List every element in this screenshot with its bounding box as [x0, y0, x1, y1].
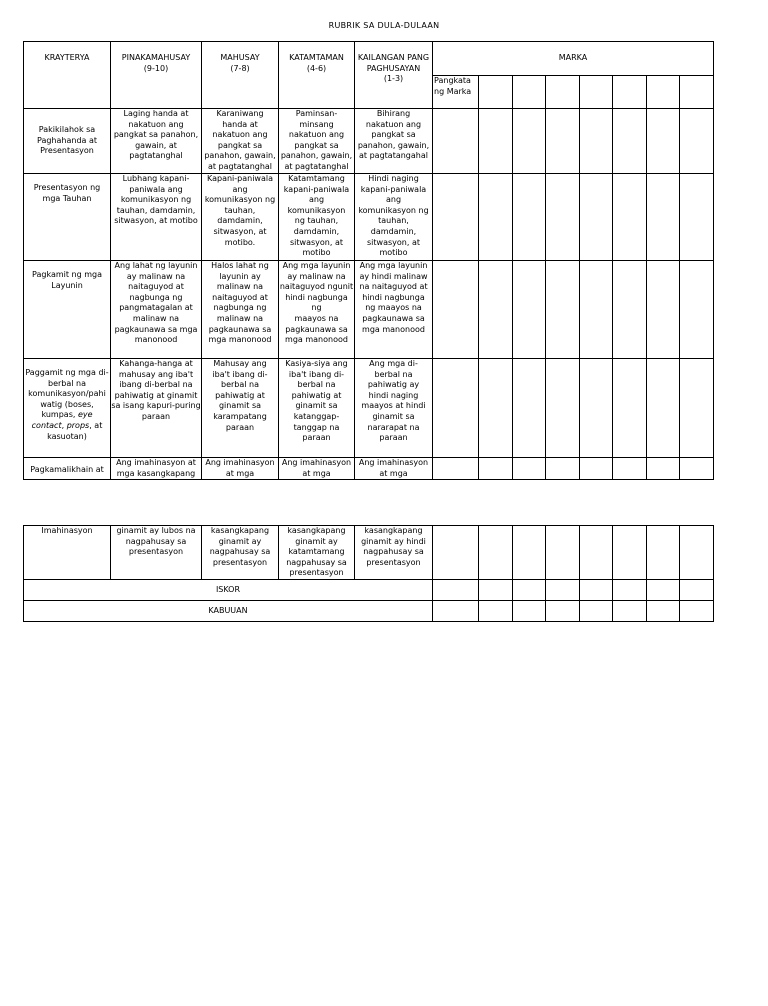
level-cell: kasangkapang ginamit ay nagpahusay sa presentasyon	[202, 526, 279, 580]
score-cell[interactable]	[647, 601, 680, 622]
level-cell: Ang imahinasyon at mga	[355, 458, 433, 480]
score-cell[interactable]	[613, 359, 647, 458]
level-cell: Karaniwang handa at nakatuon ang pangkat sa panahon, gawain, at pagtatanghal	[202, 109, 279, 174]
score-cell[interactable]	[513, 458, 546, 480]
score-cell[interactable]	[580, 261, 613, 359]
score-cell[interactable]	[580, 76, 613, 109]
level-cell: Hindi naging kapani-paniwala ang komunikasyon ng tauhan, damdamin, sitwasyon, at motibo	[355, 174, 433, 261]
score-cell[interactable]	[647, 526, 680, 580]
score-cell[interactable]	[513, 580, 546, 601]
header-katamtaman: KATAMTAMAN (4-6)	[279, 42, 355, 109]
score-cell[interactable]	[433, 174, 479, 261]
score-cell[interactable]	[580, 458, 613, 480]
level-cell: Kasiya-siya ang iba't ibang di- berbal na pahiwatig at ginamit sa katanggap- tanggap na paraan	[279, 359, 355, 458]
criterion-cell: Imahinasyon	[24, 526, 111, 580]
level-cell: Ang mga layunin ay malinaw na naitaguyod ngunit hindi nagbunga ng maayos na pagkaunawa sa mga manonood	[279, 261, 355, 359]
score-cell[interactable]	[433, 359, 479, 458]
score-cell[interactable]	[680, 359, 714, 458]
level-cell: Kahanga-hanga at mahusay ang iba't ibang di-berbal na pahiwatig at ginamit sa isang kapuri-puring paraan	[111, 359, 202, 458]
header-pinakamahusay: PINAKAMAHUSAY (9-10)	[111, 42, 202, 109]
score-cell[interactable]	[479, 458, 513, 480]
score-cell[interactable]	[680, 526, 714, 580]
score-cell[interactable]	[546, 601, 580, 622]
level-cell: Katamtamang kapani-paniwala ang komunikasyon ng tauhan, damdamin, sitwasyon, at motibo	[279, 174, 355, 261]
score-cell[interactable]	[613, 76, 647, 109]
score-cell[interactable]	[513, 109, 546, 174]
score-cell[interactable]	[647, 359, 680, 458]
score-cell[interactable]	[479, 76, 513, 109]
score-cell[interactable]	[680, 174, 714, 261]
level-cell: Mahusay ang iba't ibang di- berbal na pahiwatig at ginamit sa karampatang paraan	[202, 359, 279, 458]
kabuuan-row	[24, 601, 714, 622]
score-cell[interactable]	[513, 174, 546, 261]
score-cell[interactable]	[680, 109, 714, 174]
score-cell[interactable]	[479, 261, 513, 359]
level-cell: Laging handa at nakatuon ang pangkat sa panahon, gawain, at pagtatanghal	[111, 109, 202, 174]
score-cell[interactable]	[479, 526, 513, 580]
criterion-cell: Pakikilahok sa Paghahanda at Presentasyon	[24, 109, 111, 174]
score-cell[interactable]	[613, 580, 647, 601]
score-cell[interactable]	[546, 580, 580, 601]
header-krayterya: KRAYTERYA	[24, 42, 111, 109]
score-cell[interactable]	[580, 174, 613, 261]
score-cell[interactable]	[613, 526, 647, 580]
table-row	[24, 526, 714, 580]
criterion-cell: Presentasyon ng mga Tauhan	[24, 174, 111, 261]
score-cell[interactable]	[546, 458, 580, 480]
score-cell[interactable]	[546, 359, 580, 458]
level-cell: Lubhang kapani- paniwala ang komunikasyon ng tauhan, damdamin, sitwasyon, at motibo	[111, 174, 202, 261]
header-marka: MARKA	[433, 42, 714, 76]
score-cell[interactable]	[613, 261, 647, 359]
score-cell[interactable]	[613, 174, 647, 261]
table-row	[24, 174, 714, 261]
score-cell[interactable]	[680, 601, 714, 622]
level-cell: Paminsan-minsang nakatuon ang pangkat sa panahon, gawain, at pagtatanghal	[279, 109, 355, 174]
score-cell[interactable]	[613, 601, 647, 622]
score-cell[interactable]	[513, 601, 546, 622]
header-pangkat: Pangkata ng Marka	[433, 76, 479, 109]
level-cell: ginamit ay lubos na nagpahusay sa presentasyon	[111, 526, 202, 580]
rubric-table	[23, 41, 714, 480]
score-cell[interactable]	[513, 359, 546, 458]
score-cell[interactable]	[647, 261, 680, 359]
header-kailangan: KAILANGAN PANG PAGHUSAYAN (1-3)	[355, 42, 433, 109]
level-cell: Ang lahat ng layunin ay malinaw na naitaguyod at nagbunga ng pangmatagalan at malinaw na pagkaunawa sa mga manonood	[111, 261, 202, 359]
level-cell: Ang imahinasyon at mga	[279, 458, 355, 480]
table-row	[24, 261, 714, 359]
score-cell[interactable]	[546, 174, 580, 261]
score-cell[interactable]	[513, 76, 546, 109]
score-cell[interactable]	[479, 174, 513, 261]
score-cell[interactable]	[479, 109, 513, 174]
criterion-cell: Pagkamalikhain at	[24, 458, 111, 480]
iskor-row	[24, 580, 714, 601]
score-cell[interactable]	[433, 458, 479, 480]
score-cell[interactable]	[433, 601, 479, 622]
score-cell[interactable]	[647, 580, 680, 601]
score-cell[interactable]	[647, 458, 680, 480]
level-cell: Bihirang nakatuon ang pangkat sa panahon, gawain, at pagtatangahal	[355, 109, 433, 174]
score-cell[interactable]	[433, 580, 479, 601]
level-cell: Ang imahinasyon at mga kasangkapang	[111, 458, 202, 480]
score-cell[interactable]	[580, 359, 613, 458]
score-cell[interactable]	[680, 261, 714, 359]
table-row	[24, 359, 714, 458]
score-cell[interactable]	[580, 526, 613, 580]
level-cell: Ang mga di- berbal na pahiwatig ay hindi naging maayos at hindi ginamit sa nararapat na paraan	[355, 359, 433, 458]
page-title: RUBRIK SA DULA-DULAAN	[328, 21, 440, 30]
score-cell[interactable]	[513, 261, 546, 359]
score-cell[interactable]	[546, 261, 580, 359]
level-cell: Kapani-paniwala ang komunikasyon ng tauhan, damdamin, sitwasyon, at motibo.	[202, 174, 279, 261]
score-cell[interactable]	[546, 526, 580, 580]
score-cell[interactable]	[433, 109, 479, 174]
score-cell[interactable]	[479, 580, 513, 601]
score-cell[interactable]	[546, 76, 580, 109]
header-row	[24, 42, 714, 76]
criterion-cell: Paggamit ng mga di- berbal na komunikasyon/pahi watig (boses, kumpas, eye contact, props, at kasuotan)	[24, 359, 111, 458]
score-cell[interactable]	[433, 526, 479, 580]
table-row	[24, 458, 714, 480]
level-cell: kasangkapang ginamit ay katamtamang nagpahusay sa presentasyon	[279, 526, 355, 580]
score-cell[interactable]	[479, 601, 513, 622]
score-cell[interactable]	[580, 109, 613, 174]
rubric-table-continuation	[23, 525, 714, 622]
score-cell[interactable]	[647, 109, 680, 174]
score-cell[interactable]	[647, 76, 680, 109]
header-mahusay: MAHUSAY (7-8)	[202, 42, 279, 109]
score-cell[interactable]	[479, 359, 513, 458]
level-cell: Ang mga layunin ay hindi malinaw na naitaguyod at hindi nagbunga ng maayos na pagkaunawa sa mga manonood	[355, 261, 433, 359]
score-cell[interactable]	[680, 458, 714, 480]
score-cell[interactable]	[680, 580, 714, 601]
level-cell: Ang imahinasyon at mga	[202, 458, 279, 480]
table-row	[24, 109, 714, 174]
score-cell[interactable]	[647, 174, 680, 261]
criterion-cell: Pagkamit ng mga Layunin	[24, 261, 111, 359]
score-cell[interactable]	[513, 526, 546, 580]
iskor-label: ISKOR	[24, 580, 433, 601]
score-cell[interactable]	[580, 580, 613, 601]
score-cell[interactable]	[613, 109, 647, 174]
level-cell: kasangkapang ginamit ay hindi nagpahusay sa presentasyon	[355, 526, 433, 580]
level-cell: Halos lahat ng layunin ay malinaw na naitaguyod at nagbunga ng malinaw na pagkaunawa sa mga manonood	[202, 261, 279, 359]
kabuuan-label: KABUUAN	[24, 601, 433, 622]
score-cell[interactable]	[433, 261, 479, 359]
score-cell[interactable]	[680, 76, 714, 109]
score-cell[interactable]	[613, 458, 647, 480]
score-cell[interactable]	[580, 601, 613, 622]
score-cell[interactable]	[546, 109, 580, 174]
